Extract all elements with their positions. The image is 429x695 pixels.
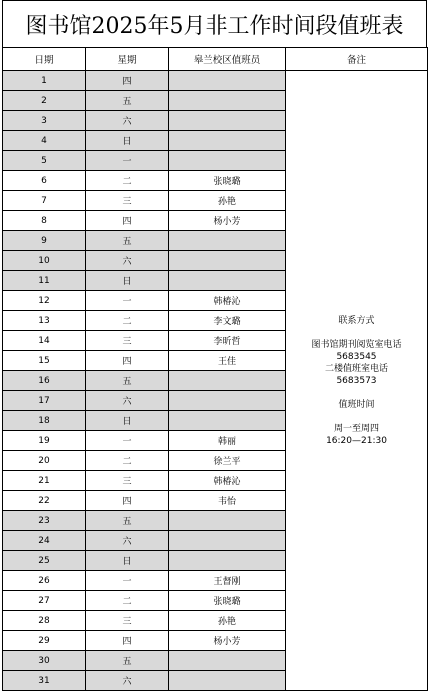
weekday-cell: 五 xyxy=(86,91,169,111)
duty-hours: 16:20—21:30 xyxy=(326,435,387,446)
staff-cell: 韩丽 xyxy=(169,431,286,451)
notes-cell xyxy=(286,71,428,691)
date-cell: 26 xyxy=(3,571,86,591)
sheet-title: 图书馆2025年5月非工作时间段值班表 xyxy=(2,0,427,48)
weekday-cell: 四 xyxy=(86,351,169,371)
weekday-cell: 二 xyxy=(86,451,169,471)
date-cell: 21 xyxy=(3,471,86,491)
weekday-cell: 三 xyxy=(86,191,169,211)
weekday-cell: 四 xyxy=(86,491,169,511)
staff-cell xyxy=(169,131,286,151)
staff-cell: 韩椿沁 xyxy=(169,291,286,311)
weekday-cell: 日 xyxy=(86,551,169,571)
weekday-cell: 三 xyxy=(86,331,169,351)
weekday-cell: 四 xyxy=(86,631,169,651)
date-cell: 3 xyxy=(3,111,86,131)
date-cell: 1 xyxy=(3,71,86,91)
staff-cell: 李昕哲 xyxy=(169,331,286,351)
staff-cell xyxy=(169,231,286,251)
header-row xyxy=(3,48,428,71)
date-cell: 4 xyxy=(3,131,86,151)
date-cell: 18 xyxy=(3,411,86,431)
weekday-cell: 一 xyxy=(86,431,169,451)
weekday-cell: 六 xyxy=(86,531,169,551)
periodicals-phone-label: 图书馆期刊阅览室电话 xyxy=(311,339,402,350)
staff-cell: 韦怡 xyxy=(169,491,286,511)
date-cell: 7 xyxy=(3,191,86,211)
periodicals-phone-number: 5683545 xyxy=(336,351,377,362)
staff-cell xyxy=(169,511,286,531)
date-cell: 30 xyxy=(3,651,86,671)
date-cell: 11 xyxy=(3,271,86,291)
weekday-cell: 三 xyxy=(86,471,169,491)
weekday-cell: 四 xyxy=(86,71,169,91)
staff-cell xyxy=(169,391,286,411)
weekday-cell: 一 xyxy=(86,151,169,171)
staff-cell xyxy=(169,251,286,271)
staff-cell: 孙艳 xyxy=(169,611,286,631)
staff-cell: 张晓璐 xyxy=(169,171,286,191)
date-cell: 24 xyxy=(3,531,86,551)
staff-cell xyxy=(169,71,286,91)
weekday-cell: 三 xyxy=(86,611,169,631)
weekday-cell: 二 xyxy=(86,311,169,331)
weekday-cell: 六 xyxy=(86,251,169,271)
staff-cell: 李文璐 xyxy=(169,311,286,331)
staff-cell xyxy=(169,151,286,171)
weekday-cell: 五 xyxy=(86,231,169,251)
date-cell: 19 xyxy=(3,431,86,451)
date-cell: 29 xyxy=(3,631,86,651)
weekday-cell: 一 xyxy=(86,291,169,311)
date-cell: 6 xyxy=(3,171,86,191)
staff-cell: 韩椿沁 xyxy=(169,471,286,491)
staff-cell xyxy=(169,111,286,131)
date-cell: 22 xyxy=(3,491,86,511)
staff-cell: 王督刚 xyxy=(169,571,286,591)
date-cell: 2 xyxy=(3,91,86,111)
staff-cell: 徐兰平 xyxy=(169,451,286,471)
weekday-cell: 六 xyxy=(86,391,169,411)
header-notes: 备注 xyxy=(286,48,428,71)
table-row xyxy=(3,71,428,91)
date-cell: 20 xyxy=(3,451,86,471)
weekday-cell: 一 xyxy=(86,571,169,591)
duty-days: 周一至周四 xyxy=(333,423,379,434)
staff-cell xyxy=(169,271,286,291)
date-cell: 15 xyxy=(3,351,86,371)
weekday-cell: 五 xyxy=(86,371,169,391)
date-cell: 12 xyxy=(3,291,86,311)
weekday-cell: 五 xyxy=(86,651,169,671)
duty-room-phone-label: 二楼值班室电话 xyxy=(324,363,388,374)
duty-roster-sheet xyxy=(2,0,427,694)
staff-cell: 杨小芳 xyxy=(169,211,286,231)
staff-cell: 孙艳 xyxy=(169,191,286,211)
weekday-cell: 日 xyxy=(86,271,169,291)
date-cell: 5 xyxy=(3,151,86,171)
duty-room-phone-number: 5683573 xyxy=(336,375,377,386)
header-date: 日期 xyxy=(3,48,86,71)
date-cell: 25 xyxy=(3,551,86,571)
staff-cell xyxy=(169,371,286,391)
staff-cell: 张晓璐 xyxy=(169,591,286,611)
date-cell: 27 xyxy=(3,591,86,611)
roster-table xyxy=(2,47,428,691)
header-staff: 皋兰校区值班员 xyxy=(169,48,286,71)
weekday-cell: 二 xyxy=(86,171,169,191)
date-cell: 14 xyxy=(3,331,86,351)
date-cell: 10 xyxy=(3,251,86,271)
staff-cell xyxy=(169,551,286,571)
header-weekday: 星期 xyxy=(86,48,169,71)
date-cell: 17 xyxy=(3,391,86,411)
weekday-cell: 五 xyxy=(86,511,169,531)
date-cell: 28 xyxy=(3,611,86,631)
duty-time-heading: 值班时间 xyxy=(338,399,375,410)
weekday-cell: 六 xyxy=(86,671,169,691)
staff-cell xyxy=(169,411,286,431)
staff-cell xyxy=(169,671,286,691)
date-cell: 9 xyxy=(3,231,86,251)
contact-heading: 联系方式 xyxy=(338,315,375,326)
weekday-cell: 二 xyxy=(86,591,169,611)
staff-cell: 王佳 xyxy=(169,351,286,371)
weekday-cell: 日 xyxy=(86,131,169,151)
date-cell: 16 xyxy=(3,371,86,391)
staff-cell xyxy=(169,531,286,551)
staff-cell: 杨小芳 xyxy=(169,631,286,651)
staff-cell xyxy=(169,91,286,111)
roster-body xyxy=(3,71,428,691)
weekday-cell: 四 xyxy=(86,211,169,231)
staff-cell xyxy=(169,651,286,671)
date-cell: 13 xyxy=(3,311,86,331)
date-cell: 31 xyxy=(3,671,86,691)
date-cell: 8 xyxy=(3,211,86,231)
weekday-cell: 六 xyxy=(86,111,169,131)
weekday-cell: 日 xyxy=(86,411,169,431)
date-cell: 23 xyxy=(3,511,86,531)
